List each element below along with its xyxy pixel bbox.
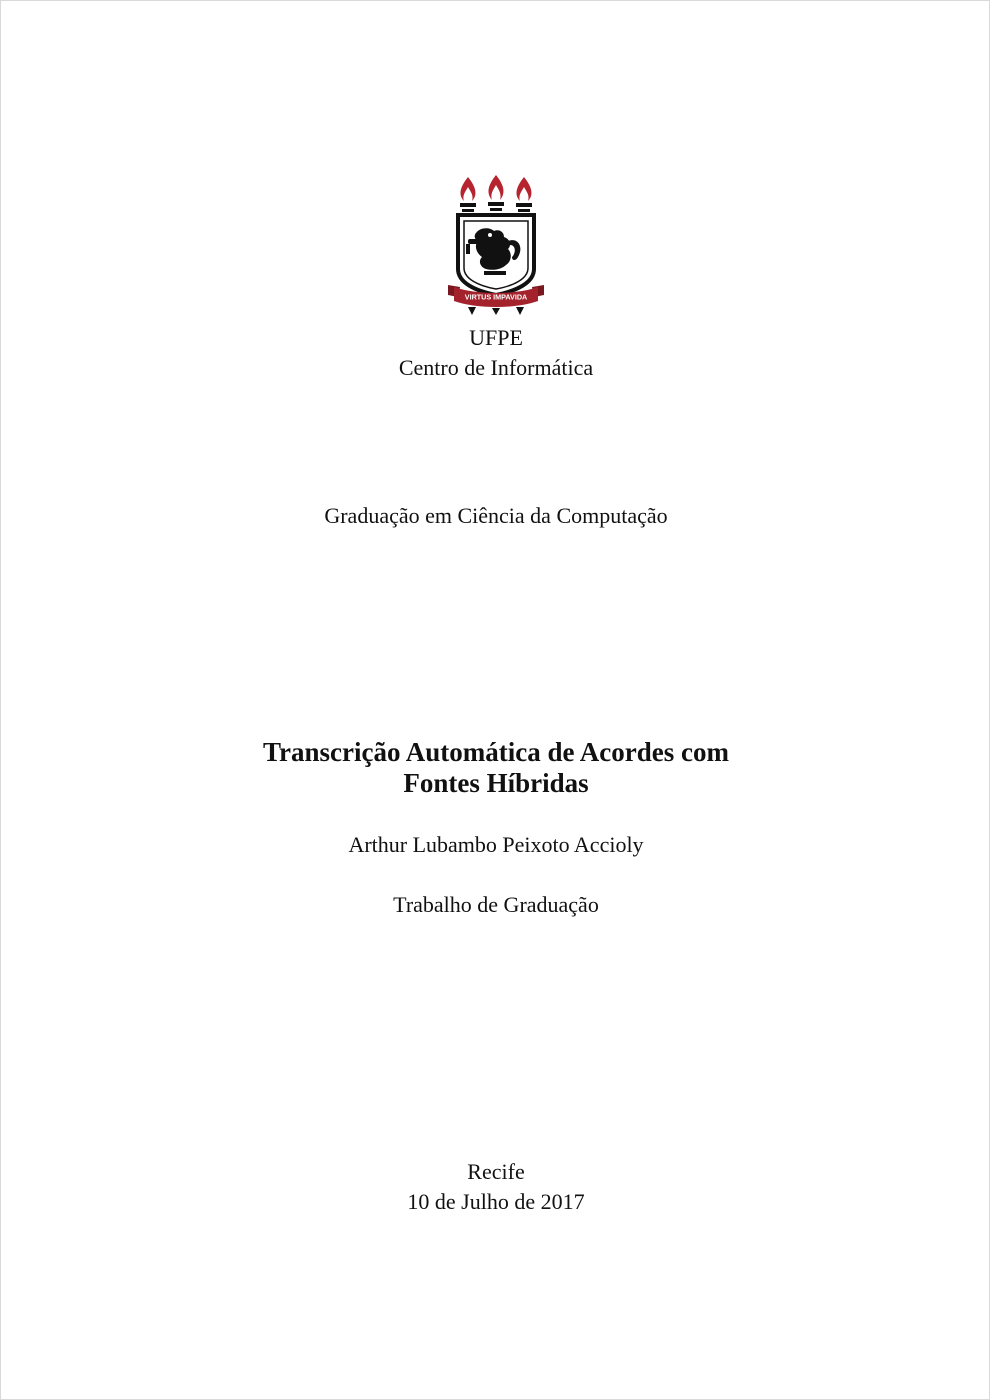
city: Recife <box>467 1159 525 1184</box>
institution-name: UFPE <box>469 325 523 350</box>
document-title <box>1 737 990 799</box>
date: 10 de Julho de 2017 <box>407 1189 585 1214</box>
course-name: Graduação em Ciência da Computação <box>324 503 668 528</box>
ufpe-crest-icon <box>446 173 546 315</box>
location-date-block <box>1 1157 990 1217</box>
bottom-points <box>468 307 524 315</box>
document-type: Trabalho de Graduação <box>393 892 599 917</box>
ufpe-logo <box>446 173 546 315</box>
author-name: Arthur Lubambo Peixoto Accioly <box>348 832 644 857</box>
torch-handles <box>460 202 532 212</box>
institution-block <box>1 323 990 383</box>
title-line-2: Fontes Híbridas <box>403 768 589 798</box>
title-line-1: Transcrição Automática de Acordes com <box>263 737 729 767</box>
torch-flames <box>461 175 532 201</box>
institution-center: Centro de Informática <box>398 355 594 380</box>
motto-text: VIRTUS IMPAVIDA <box>464 292 528 302</box>
